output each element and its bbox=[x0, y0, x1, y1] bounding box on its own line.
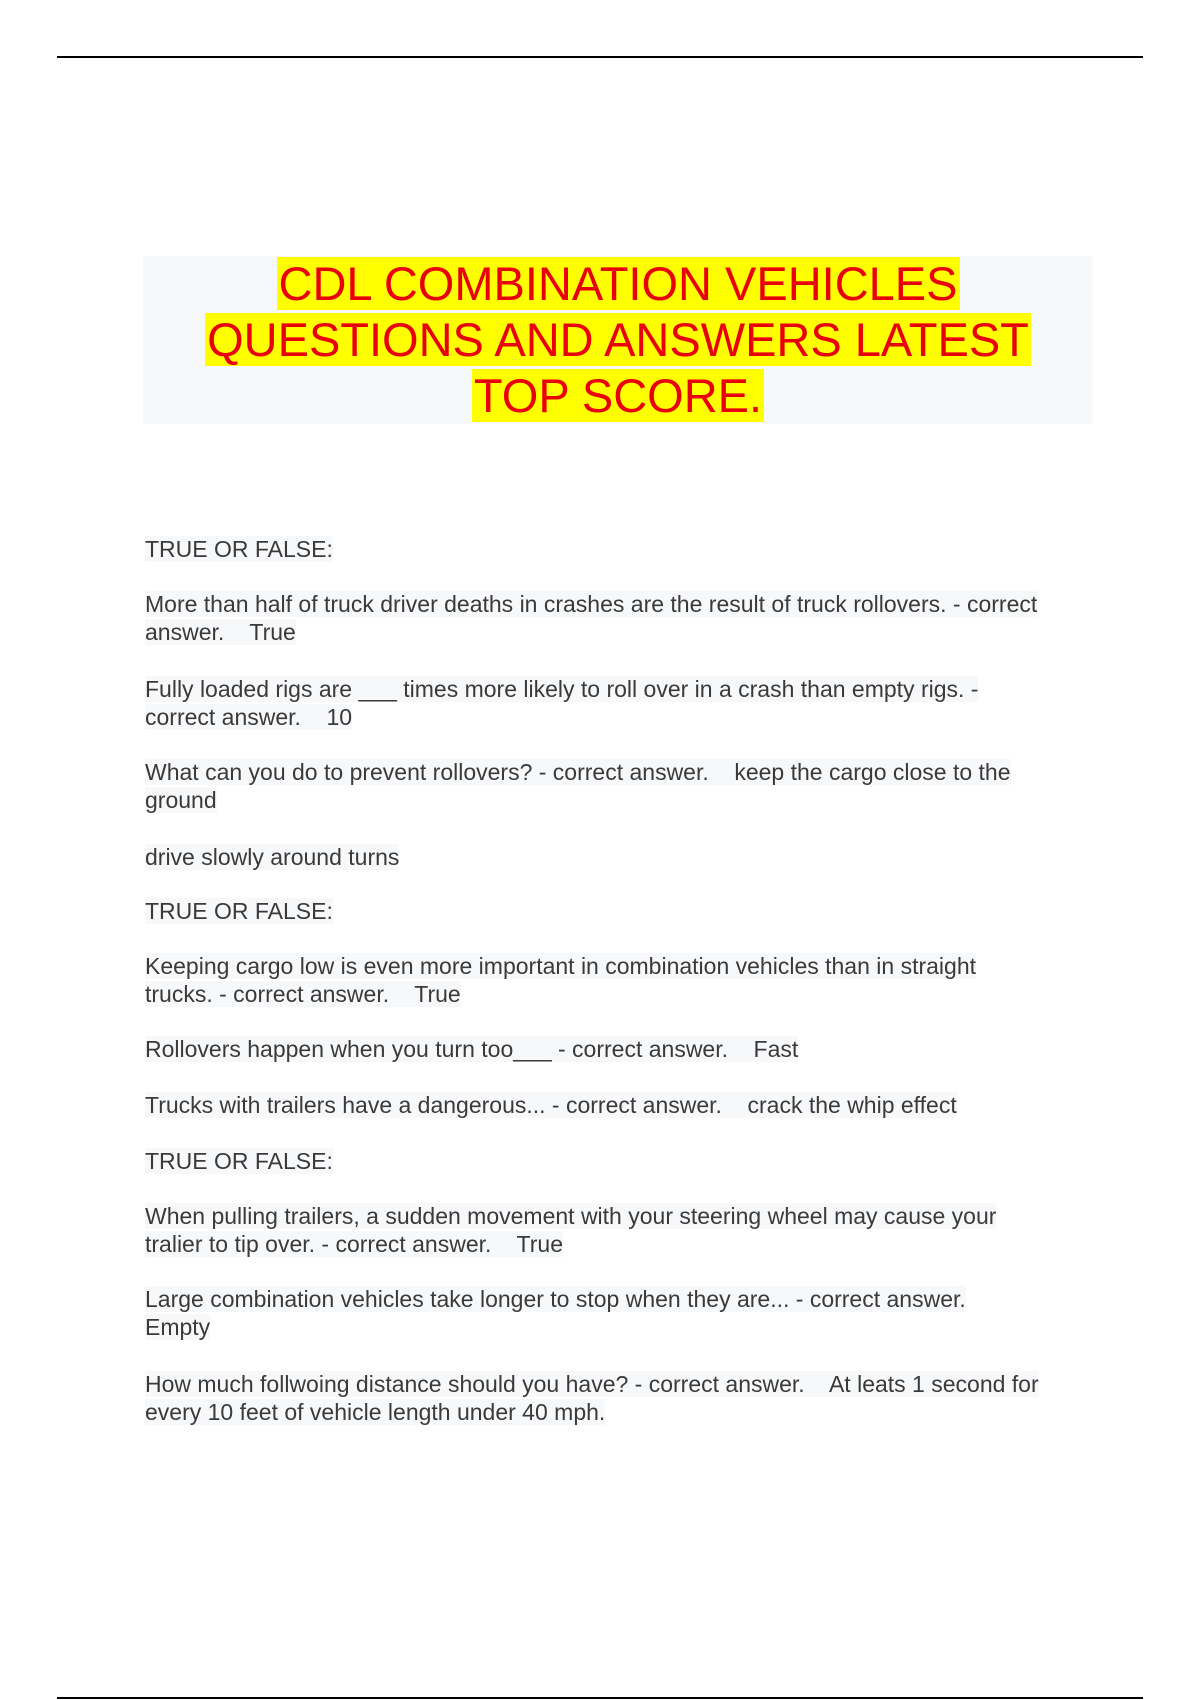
qa-paragraph-5 bbox=[145, 843, 1095, 871]
paragraph-line: drive slowly around turns bbox=[145, 844, 400, 870]
title-line-2: QUESTIONS AND ANSWERS LATEST bbox=[207, 313, 1029, 366]
paragraph-line: More than half of truck driver deaths in crashes are the result of truck rollovers. - correct bbox=[145, 591, 1038, 617]
qa-paragraph-12 bbox=[145, 1285, 1095, 1341]
top-rule bbox=[57, 56, 1143, 58]
paragraph-line: Fully loaded rigs are ___ times more likely to roll over in a crash than empty rigs. - bbox=[145, 676, 979, 702]
paragraph-line: What can you do to prevent rollovers? - correct answer. keep the cargo close to the bbox=[145, 759, 1011, 785]
document-title bbox=[143, 256, 1093, 424]
qa-paragraph-8 bbox=[145, 1035, 1095, 1063]
paragraph-line: How much follwoing distance should you have? - correct answer. At leats 1 second for bbox=[145, 1371, 1039, 1397]
bottom-rule bbox=[57, 1697, 1143, 1699]
paragraph-line: TRUE OR FALSE: bbox=[145, 898, 333, 924]
qa-paragraph-1 bbox=[145, 535, 1095, 563]
paragraph-line: Keeping cargo low is even more important in combination vehicles than in straight bbox=[145, 953, 976, 979]
qa-paragraph-2 bbox=[145, 590, 1095, 646]
title-line-1: CDL COMBINATION VEHICLES bbox=[278, 257, 958, 310]
qa-paragraph-6 bbox=[145, 897, 1095, 925]
qa-paragraph-9 bbox=[145, 1091, 1095, 1119]
paragraph-line: ground bbox=[145, 787, 217, 813]
paragraph-line: trucks. - correct answer. True bbox=[145, 981, 461, 1007]
qa-paragraph-7 bbox=[145, 952, 1095, 1008]
qa-paragraph-10 bbox=[145, 1147, 1095, 1175]
title-line-3: TOP SCORE. bbox=[473, 369, 763, 422]
qa-paragraph-3 bbox=[145, 675, 1095, 731]
paragraph-line: Trucks with trailers have a dangerous... - correct answer. crack the whip effect bbox=[145, 1092, 957, 1118]
paragraph-line: When pulling trailers, a sudden movement with your steering wheel may cause your bbox=[145, 1203, 997, 1229]
paragraph-line: TRUE OR FALSE: bbox=[145, 1148, 333, 1174]
paragraph-line: answer. True bbox=[145, 619, 296, 645]
paragraph-line: Rollovers happen when you turn too___ - correct answer. Fast bbox=[145, 1036, 799, 1062]
paragraph-line: Empty bbox=[145, 1314, 211, 1340]
paragraph-line: TRUE OR FALSE: bbox=[145, 536, 333, 562]
qa-paragraph-4 bbox=[145, 758, 1095, 814]
paragraph-line: Large combination vehicles take longer to stop when they are... - correct answer. bbox=[145, 1286, 966, 1312]
paragraph-line: correct answer. 10 bbox=[145, 704, 353, 730]
qa-paragraph-13 bbox=[145, 1370, 1095, 1426]
title-box bbox=[143, 256, 1093, 424]
qa-paragraph-11 bbox=[145, 1202, 1095, 1258]
paragraph-line: every 10 feet of vehicle length under 40 mph. bbox=[145, 1399, 606, 1425]
paragraph-line: tralier to tip over. - correct answer. True bbox=[145, 1231, 563, 1257]
